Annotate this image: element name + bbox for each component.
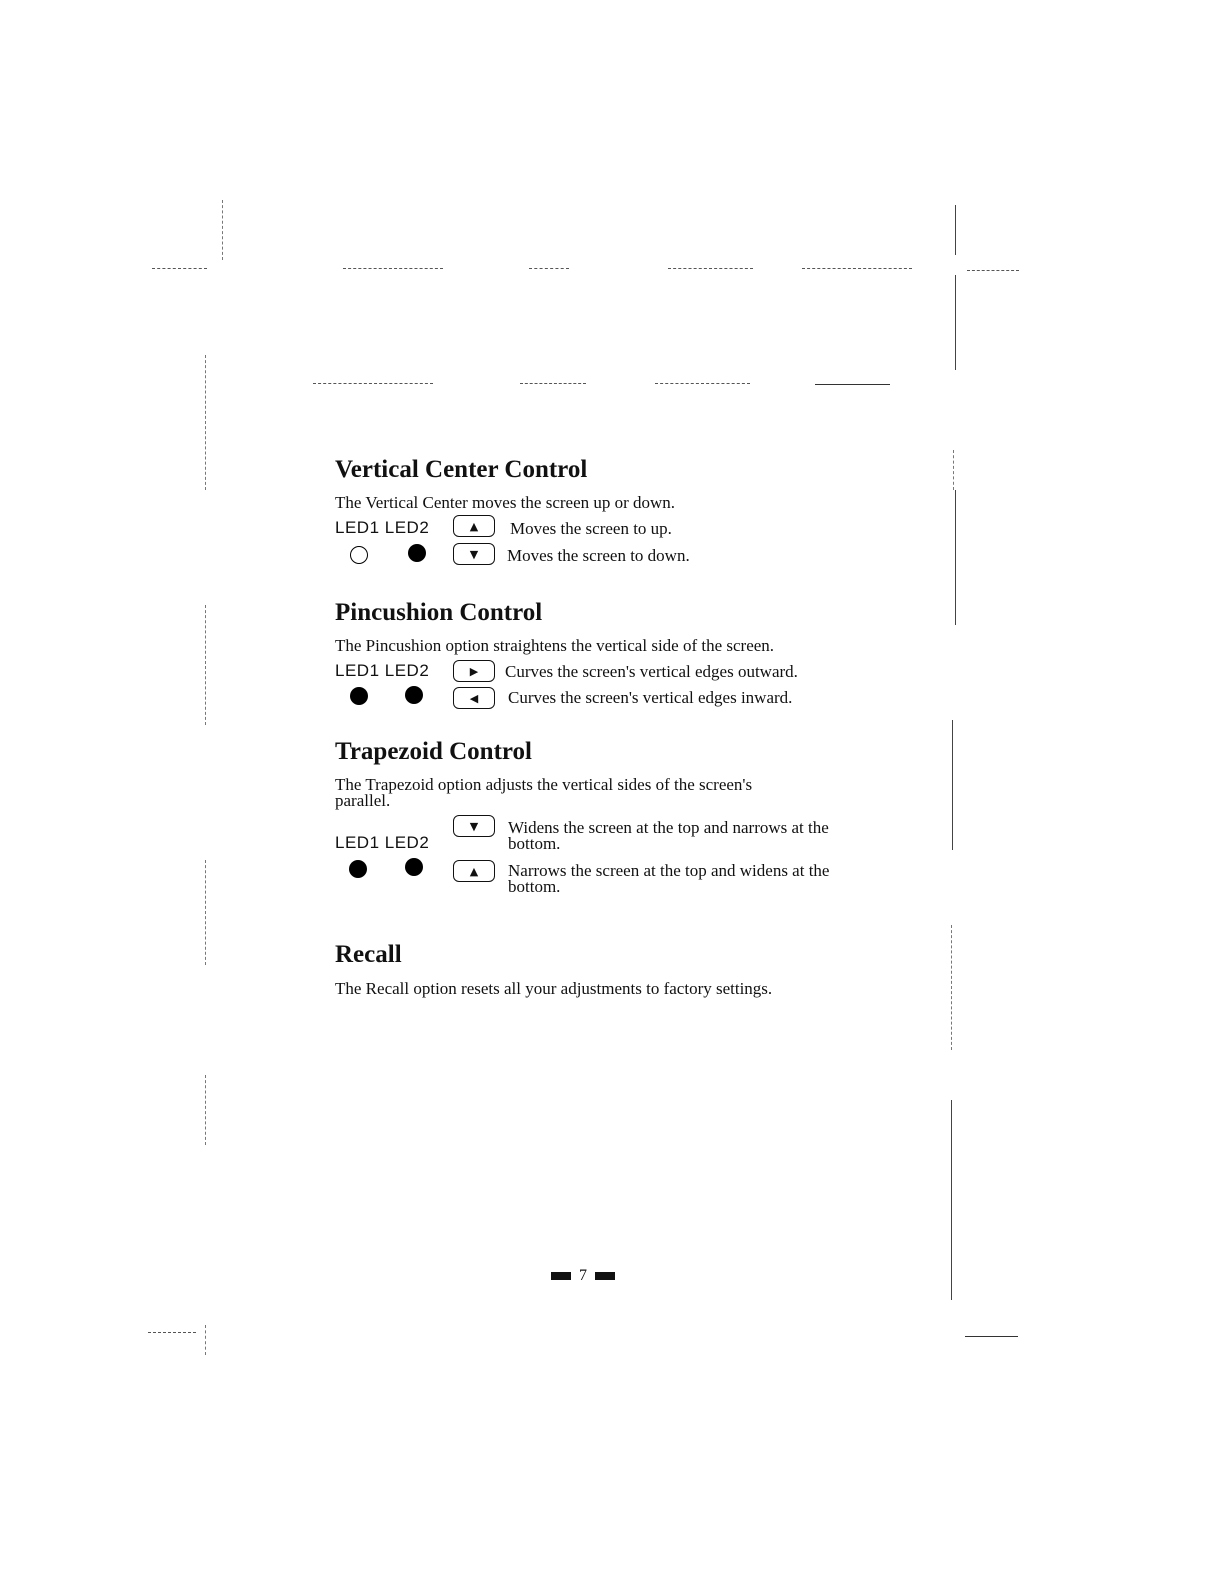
down-triangle-icon: ▼	[469, 819, 479, 833]
scan-rule	[520, 383, 586, 384]
scan-rule	[655, 383, 750, 384]
scan-edge	[205, 355, 206, 490]
down-triangle-icon: ▼	[469, 547, 479, 561]
led-labels: LED1 LED2	[335, 518, 430, 537]
up-key[interactable]	[453, 515, 495, 537]
key-description: Moves the screen to up.	[510, 519, 672, 538]
scan-edge	[952, 720, 953, 850]
right-triangle-icon: ▶	[469, 664, 479, 678]
section-title-pincushion: Pincushion Control	[335, 599, 543, 626]
down-key[interactable]	[453, 543, 495, 565]
scan-edge	[205, 860, 206, 965]
up-key[interactable]	[453, 860, 495, 882]
scan-edge	[205, 1075, 206, 1145]
led1-indicator	[349, 860, 367, 878]
led1-indicator	[350, 546, 368, 564]
key-description: Curves the screen's vertical edges outward.	[505, 662, 798, 681]
scan-rule	[967, 270, 1019, 271]
left-triangle-icon: ◀	[469, 691, 479, 705]
scan-edge	[951, 925, 952, 1050]
down-key[interactable]	[453, 815, 495, 837]
up-triangle-icon: ▲	[469, 519, 479, 533]
scan-rule	[815, 384, 890, 385]
led1-indicator	[350, 687, 368, 705]
scan-rule	[343, 268, 443, 269]
key-description: Widens the screen at the top and narrows at the bottom.	[508, 818, 829, 853]
scan-rule	[802, 268, 912, 269]
scan-rule	[313, 383, 433, 384]
led-labels: LED1 LED2	[335, 833, 430, 852]
section-title-recall: Recall	[335, 941, 402, 968]
up-triangle-icon: ▲	[469, 864, 479, 878]
scan-edge	[222, 200, 223, 260]
right-key[interactable]	[453, 660, 495, 682]
footer-bar-right	[595, 1272, 615, 1280]
scan-rule	[152, 268, 207, 269]
scan-edge	[951, 1100, 952, 1300]
section-intro-vertical-center: The Vertical Center moves the screen up or down.	[335, 493, 676, 512]
scan-edge	[955, 275, 956, 370]
section-intro-recall: The Recall option resets all your adjustments to factory settings.	[335, 979, 773, 998]
section-intro-trapezoid-cont: parallel.	[335, 791, 391, 810]
key-description: Curves the screen's vertical edges inward.	[508, 688, 793, 707]
scan-rule	[529, 268, 569, 269]
led2-indicator	[405, 686, 423, 704]
page-number-text: 7	[579, 1267, 587, 1284]
scan-edge	[955, 490, 956, 625]
led2-indicator	[405, 858, 423, 876]
led2-indicator	[408, 544, 426, 562]
footer-bar-left	[551, 1272, 571, 1280]
section-intro-trapezoid: The Trapezoid option adjusts the vertical sides of the screen's	[335, 775, 753, 794]
scan-edge	[205, 605, 206, 725]
left-key[interactable]	[453, 687, 495, 709]
key-description: Narrows the screen at the top and widens at the bottom.	[508, 861, 830, 896]
scan-rule	[668, 268, 753, 269]
section-title-vertical-center: Vertical Center Control	[335, 456, 588, 483]
section-title-trapezoid: Trapezoid Control	[335, 738, 532, 765]
page-number	[551, 1267, 615, 1285]
scan-edge	[953, 450, 954, 490]
section-intro-pincushion: The Pincushion option straightens the vertical side of the screen.	[335, 636, 775, 655]
scan-rule	[965, 1336, 1018, 1337]
scan-edge	[205, 1325, 206, 1355]
scan-rule	[148, 1332, 196, 1333]
key-description: Moves the screen to down.	[507, 546, 690, 565]
led-labels: LED1 LED2	[335, 661, 430, 680]
scan-edge	[955, 205, 956, 255]
